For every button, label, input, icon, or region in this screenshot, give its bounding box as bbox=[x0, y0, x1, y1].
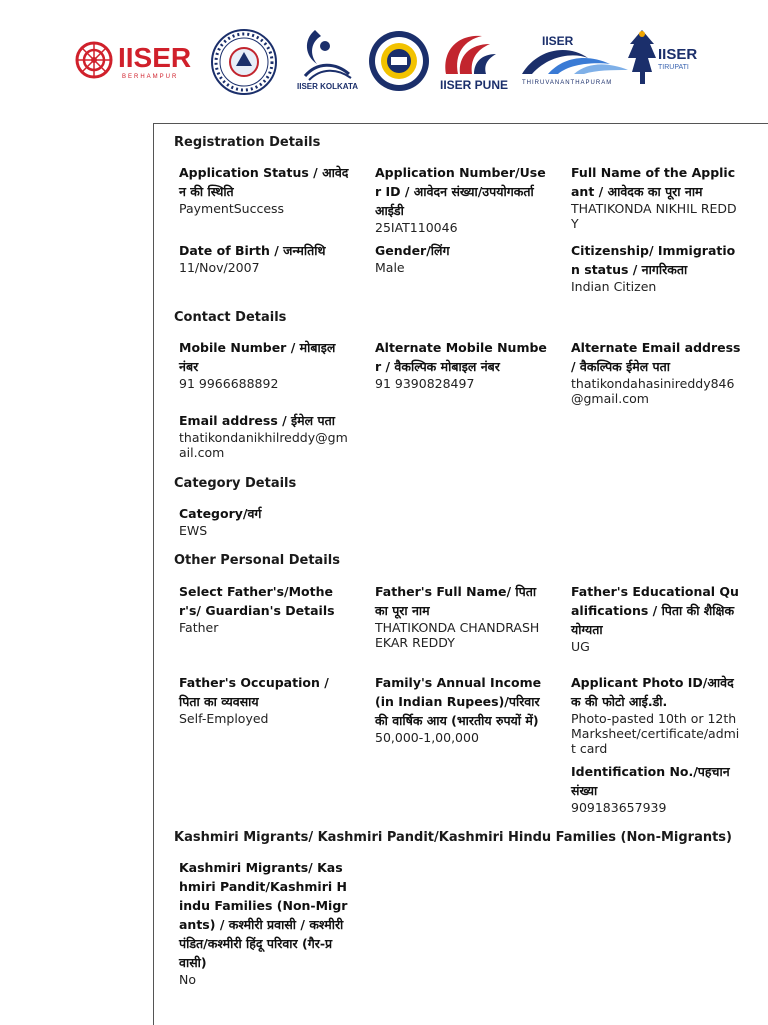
field-label: Father's Occupation / पिता का व्यवसाय bbox=[179, 675, 329, 709]
field-value: thatikondanikhilreddy@gmail.com bbox=[179, 430, 348, 460]
logo-subtitle: TIRUPATI bbox=[658, 64, 689, 71]
field-value: UG bbox=[571, 639, 590, 654]
field-value: PaymentSuccess bbox=[179, 201, 285, 216]
field-value: 25IAT110046 bbox=[375, 220, 458, 235]
field-father-occupation bbox=[179, 673, 351, 726]
field-label: Select Father's/Mother's/ Guardian's Details bbox=[179, 584, 335, 618]
field-date-of-birth bbox=[179, 241, 351, 275]
field-value: Father bbox=[179, 620, 219, 635]
field-label: Father's Educational Qualifications / पिता की शैक्षिक योग्यता bbox=[571, 584, 739, 637]
field-family-income bbox=[375, 673, 547, 745]
field-value: THATIKONDA NIKHIL REDDY bbox=[571, 201, 737, 231]
field-label: Application Status / आवेदन की स्थिति bbox=[179, 165, 349, 199]
field-label: Application Number/User ID / आवेदन संख्या/उपयोगकर्ता आईडी bbox=[375, 165, 546, 218]
logo-wordmark: IISER bbox=[118, 42, 192, 73]
field-label: Gender/लिंग bbox=[375, 243, 450, 258]
field-label: Date of Birth / जन्मतिथि bbox=[179, 243, 326, 258]
iiser-berhampur-logo bbox=[74, 38, 202, 82]
logo-wordmark: IISER bbox=[658, 46, 698, 63]
field-mobile-number bbox=[179, 338, 351, 391]
field-alternate-email bbox=[571, 338, 743, 406]
field-value: Indian Citizen bbox=[571, 279, 657, 294]
logo-subtitle: THIRUVANANTHAPURAM bbox=[522, 80, 613, 86]
field-label: Alternate Email address / वैकल्पिक ईमेल पता bbox=[571, 340, 741, 374]
field-value: 50,000-1,00,000 bbox=[375, 730, 479, 745]
logo-subtitle: BERHAMPUR bbox=[122, 74, 179, 80]
section-title-category: Category Details bbox=[174, 476, 297, 491]
field-guardian-details bbox=[179, 582, 351, 635]
iiser-pune-logo bbox=[438, 30, 509, 92]
field-label: Identification No./पहचान संख्या bbox=[571, 764, 730, 798]
chakra-wheel-icon bbox=[74, 40, 114, 80]
field-father-education bbox=[571, 582, 743, 654]
field-value: No bbox=[179, 972, 196, 987]
field-label: Family's Annual Income (in Indian Rupees)/परिवार की वार्षिक आय (भारतीय रुपयों में) bbox=[375, 675, 542, 728]
iiser-tirupati-logo bbox=[626, 28, 706, 94]
iiser-thiruvananthapuram-logo bbox=[518, 34, 638, 92]
logo-wordmark: IISER bbox=[542, 34, 574, 48]
field-label: Father's Full Name/ पिता का पूरा नाम bbox=[375, 584, 537, 618]
field-email-address bbox=[179, 411, 351, 460]
field-label: Category/वर्ग bbox=[179, 506, 262, 521]
field-value: THATIKONDA CHANDRASHEKAR REDDY bbox=[375, 620, 540, 650]
field-label: Citizenship/ Immigration status / नागरिकता bbox=[571, 243, 736, 277]
field-identification-number bbox=[571, 762, 743, 815]
field-label: Applicant Photo ID/आवेदक की फोटो आई.डी. bbox=[571, 675, 734, 709]
field-value: 91 9390828497 bbox=[375, 376, 475, 391]
logo-wordmark: IISER KOLKATA bbox=[297, 82, 359, 91]
field-gender bbox=[375, 241, 547, 275]
section-title-registration: Registration Details bbox=[174, 135, 321, 150]
field-father-name bbox=[375, 582, 547, 650]
field-citizenship bbox=[571, 241, 743, 294]
iiser-kolkata-logo bbox=[295, 26, 359, 94]
field-label: Alternate Mobile Number / वैकल्पिक मोबाइल नंबर bbox=[375, 340, 547, 374]
field-label: Email address / ईमेल पता bbox=[179, 413, 335, 428]
section-title-kashmiri: Kashmiri Migrants/ Kashmiri Pandit/Kashmiri Hindu Families (Non-Migrants) bbox=[174, 830, 732, 845]
field-full-name bbox=[571, 163, 743, 231]
field-value: 91 9966688892 bbox=[179, 376, 279, 391]
field-alternate-mobile bbox=[375, 338, 547, 391]
field-value: Male bbox=[375, 260, 405, 275]
field-photo-id bbox=[571, 673, 743, 756]
field-label: Full Name of the Applicant / आवेदक का पूरा नाम bbox=[571, 165, 736, 199]
iiser-bhopal-seal-logo bbox=[210, 28, 278, 96]
section-title-contact: Contact Details bbox=[174, 310, 287, 325]
field-label: Kashmiri Migrants/ Kashmiri Pandit/Kashmiri Hindu Families (Non-Migrants) / कश्मीरी प्रवासी / कश्मीरी पंडित/कश्मीरी हिंदू परिवार (गैर-प्रवासी) bbox=[179, 860, 348, 970]
field-value: Photo-pasted 10th or 12th Marksheet/certificate/admit card bbox=[571, 711, 740, 756]
field-value: Self-Employed bbox=[179, 711, 269, 726]
field-category bbox=[179, 504, 351, 538]
field-value: thatikondahasinireddy846@gmail.com bbox=[571, 376, 735, 406]
field-application-status bbox=[179, 163, 351, 216]
logo-wordmark: IISER PUNE bbox=[440, 78, 509, 92]
field-value: 11/Nov/2007 bbox=[179, 260, 260, 275]
field-label: Mobile Number / मोबाइल नंबर bbox=[179, 340, 336, 374]
header-logos bbox=[70, 24, 710, 104]
field-value: EWS bbox=[179, 523, 208, 538]
field-application-number bbox=[375, 163, 547, 235]
iiser-mohali-seal-logo bbox=[368, 30, 430, 92]
field-kashmiri-status bbox=[179, 858, 351, 987]
field-value: 909183657939 bbox=[571, 800, 667, 815]
section-title-personal: Other Personal Details bbox=[174, 553, 340, 568]
